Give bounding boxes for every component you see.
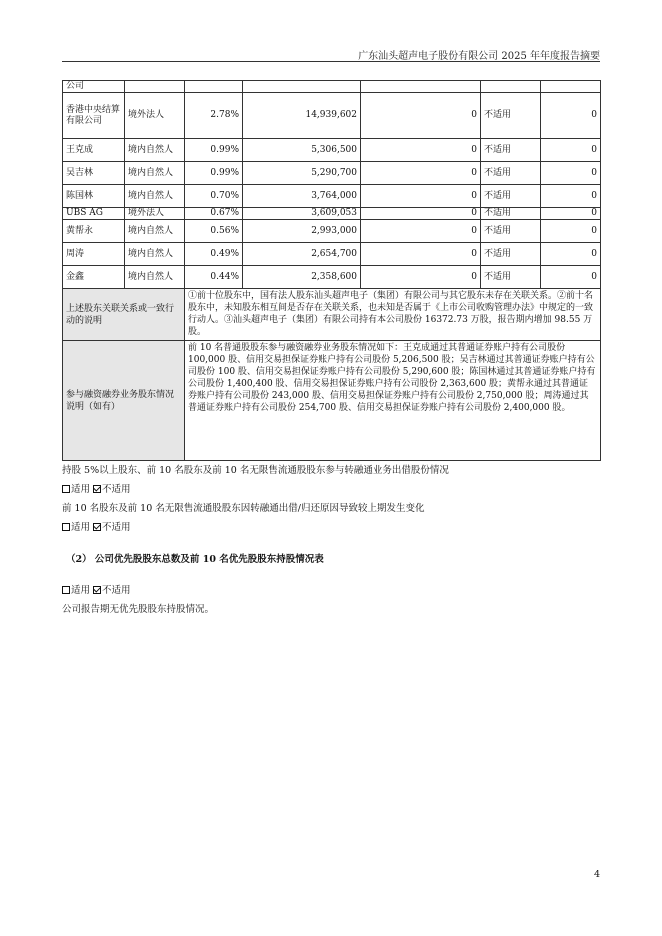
checked-box-icon: [93, 586, 101, 594]
holder-nature: 境外法人: [125, 93, 185, 139]
holder-pledge-quantity: 0: [541, 243, 601, 266]
holder-name: 周涛: [63, 243, 125, 266]
holder-percentage: 2.78%: [185, 93, 243, 139]
unchecked-box-icon: [62, 523, 70, 531]
holder-restricted-shares: [361, 81, 481, 93]
holder-percentage: 0.99%: [185, 162, 243, 185]
holder-pledge-status: [481, 81, 541, 93]
preferred-checkbox-line: [62, 582, 131, 596]
relation-text: ①前十位股东中，国有法人股东汕头超声电子（集团）有限公司与其它股东未存在关联关系。②前十名股东中，未知股东相互间是否存在关联关系，也未知是否属于《上市公司收购管理办法》中规定的一致行动人。③汕头超声电子（集团）有限公司持有本公司股份 16372.73 万股，报告期内增加 98.55 万股。: [185, 289, 601, 341]
holder-pledge-status: 不适用: [481, 266, 541, 289]
table-row: [63, 162, 601, 185]
holder-percentage: 0.56%: [185, 220, 243, 243]
margin-row: [63, 341, 601, 461]
shareholder-table: [62, 80, 601, 461]
change-checkbox-line: [62, 519, 131, 533]
header-rule: [62, 61, 600, 62]
holder-name: 公司: [63, 81, 125, 93]
holder-restricted-shares: 0: [361, 93, 481, 139]
holder-pledge-quantity: 0: [541, 220, 601, 243]
table-row: [63, 93, 601, 139]
table-row: [63, 185, 601, 208]
table-row: [63, 220, 601, 243]
holder-percentage: [185, 81, 243, 93]
holder-shares: [243, 81, 361, 93]
holder-name: 香港中央结算有限公司: [63, 93, 125, 139]
holder-shares: 3,609,053: [243, 208, 361, 220]
holder-pledge-quantity: [541, 81, 601, 93]
holder-pledge-quantity: 0: [541, 162, 601, 185]
margin-label: 参与融资融券业务股东情况说明（如有）: [63, 341, 185, 461]
applicable-label: 适用: [71, 585, 91, 596]
holder-pledge-status: 不适用: [481, 220, 541, 243]
relation-row: [63, 289, 601, 341]
table-row: [63, 243, 601, 266]
holder-pledge-status: 不适用: [481, 243, 541, 266]
holder-pledge-quantity: 0: [541, 93, 601, 139]
holder-restricted-shares: 0: [361, 162, 481, 185]
holder-pledge-status: 不适用: [481, 93, 541, 139]
holder-restricted-shares: 0: [361, 139, 481, 162]
holder-shares: 2,993,000: [243, 220, 361, 243]
holder-percentage: 0.99%: [185, 139, 243, 162]
holder-pledge-quantity: 0: [541, 139, 601, 162]
holder-nature: 境内自然人: [125, 162, 185, 185]
holder-nature: [125, 81, 185, 93]
holder-pledge-quantity: 0: [541, 208, 601, 220]
holder-nature: 境内自然人: [125, 139, 185, 162]
not-applicable-label: 不适用: [102, 484, 131, 495]
holder-nature: 境内自然人: [125, 243, 185, 266]
preferred-paragraph: 公司报告期无优先股股东持股情况。: [62, 604, 215, 615]
holder-pledge-quantity: 0: [541, 266, 601, 289]
table-row: [63, 81, 601, 93]
lending-paragraph: 持股 5%以上股东、前 10 名股东及前 10 名无限售流通股股东参与转融通业务出借股份情况: [62, 465, 449, 476]
margin-text: 前 10 名普通股股东参与融资融券业务股东情况如下：王克成通过其普通证券账户持有公司股份 100,000 股、信用交易担保证券账户持有公司股份 5,206,500 股；吴吉林通过其普通证券账户持有公司股份 100 股、信用交易担保证券账户持有公司股份 5,290,600 股；陈国林通过其普通证券账户持有公司股份 1,400,400 股、信用交易担保证券账户持有公司股份 2,363,600 股；黄帮永通过其普通证券账户持有公司股份 243,000 股、信用交易担保证券账户持有公司股份 2,750,000 股；周涛通过其普通证券账户持有公司股份 254,700 股、信用交易担保证券账户持有公司股份 2,400,000 股。: [185, 341, 601, 461]
relation-label: 上述股东关联关系或一致行动的说明: [63, 289, 185, 341]
checked-box-icon: [93, 485, 101, 493]
holder-nature: 境内自然人: [125, 266, 185, 289]
holder-pledge-status: 不适用: [481, 162, 541, 185]
page-number: 4: [594, 869, 601, 880]
holder-name: 吴吉林: [63, 162, 125, 185]
applicable-label: 适用: [71, 522, 91, 533]
holder-restricted-shares: 0: [361, 220, 481, 243]
section-title: （2） 公司优先股股东总数及前 10 名优先股股东持股情况表: [66, 554, 324, 565]
change-paragraph: 前 10 名股东及前 10 名无限售流通股股东因转融通出借/归还原因导致较上期发生变化: [62, 503, 425, 514]
holder-shares: 5,290,700: [243, 162, 361, 185]
holder-shares: 3,764,000: [243, 185, 361, 208]
holder-pledge-status: 不适用: [481, 139, 541, 162]
holder-percentage: 0.70%: [185, 185, 243, 208]
holder-percentage: 0.67%: [185, 208, 243, 220]
holder-shares: 2,358,600: [243, 266, 361, 289]
holder-name: UBS AG: [63, 208, 125, 220]
checked-box-icon: [93, 523, 101, 531]
not-applicable-label: 不适用: [102, 585, 131, 596]
lending-checkbox-line: [62, 481, 131, 495]
holder-restricted-shares: 0: [361, 243, 481, 266]
holder-restricted-shares: 0: [361, 185, 481, 208]
page-header: 广东汕头超声电子股份有限公司 2025 年年度报告摘要: [358, 51, 600, 62]
holder-nature: 境外法人: [125, 208, 185, 220]
not-applicable-label: 不适用: [102, 522, 131, 533]
holder-pledge-status: 不适用: [481, 185, 541, 208]
table-row: [63, 266, 601, 289]
holder-shares: 14,939,602: [243, 93, 361, 139]
holder-name: 王克成: [63, 139, 125, 162]
holder-name: 陈国林: [63, 185, 125, 208]
applicable-label: 适用: [71, 484, 91, 495]
holder-nature: 境内自然人: [125, 185, 185, 208]
holder-percentage: 0.49%: [185, 243, 243, 266]
holder-pledge-quantity: 0: [541, 185, 601, 208]
holder-name: 黄帮永: [63, 220, 125, 243]
table-row: [63, 208, 601, 220]
table-row: [63, 139, 601, 162]
unchecked-box-icon: [62, 586, 70, 594]
holder-name: 金鑫: [63, 266, 125, 289]
holder-shares: 2,654,700: [243, 243, 361, 266]
holder-pledge-status: 不适用: [481, 208, 541, 220]
unchecked-box-icon: [62, 485, 70, 493]
holder-restricted-shares: 0: [361, 208, 481, 220]
holder-percentage: 0.44%: [185, 266, 243, 289]
holder-restricted-shares: 0: [361, 266, 481, 289]
holder-nature: 境内自然人: [125, 220, 185, 243]
holder-shares: 5,306,500: [243, 139, 361, 162]
